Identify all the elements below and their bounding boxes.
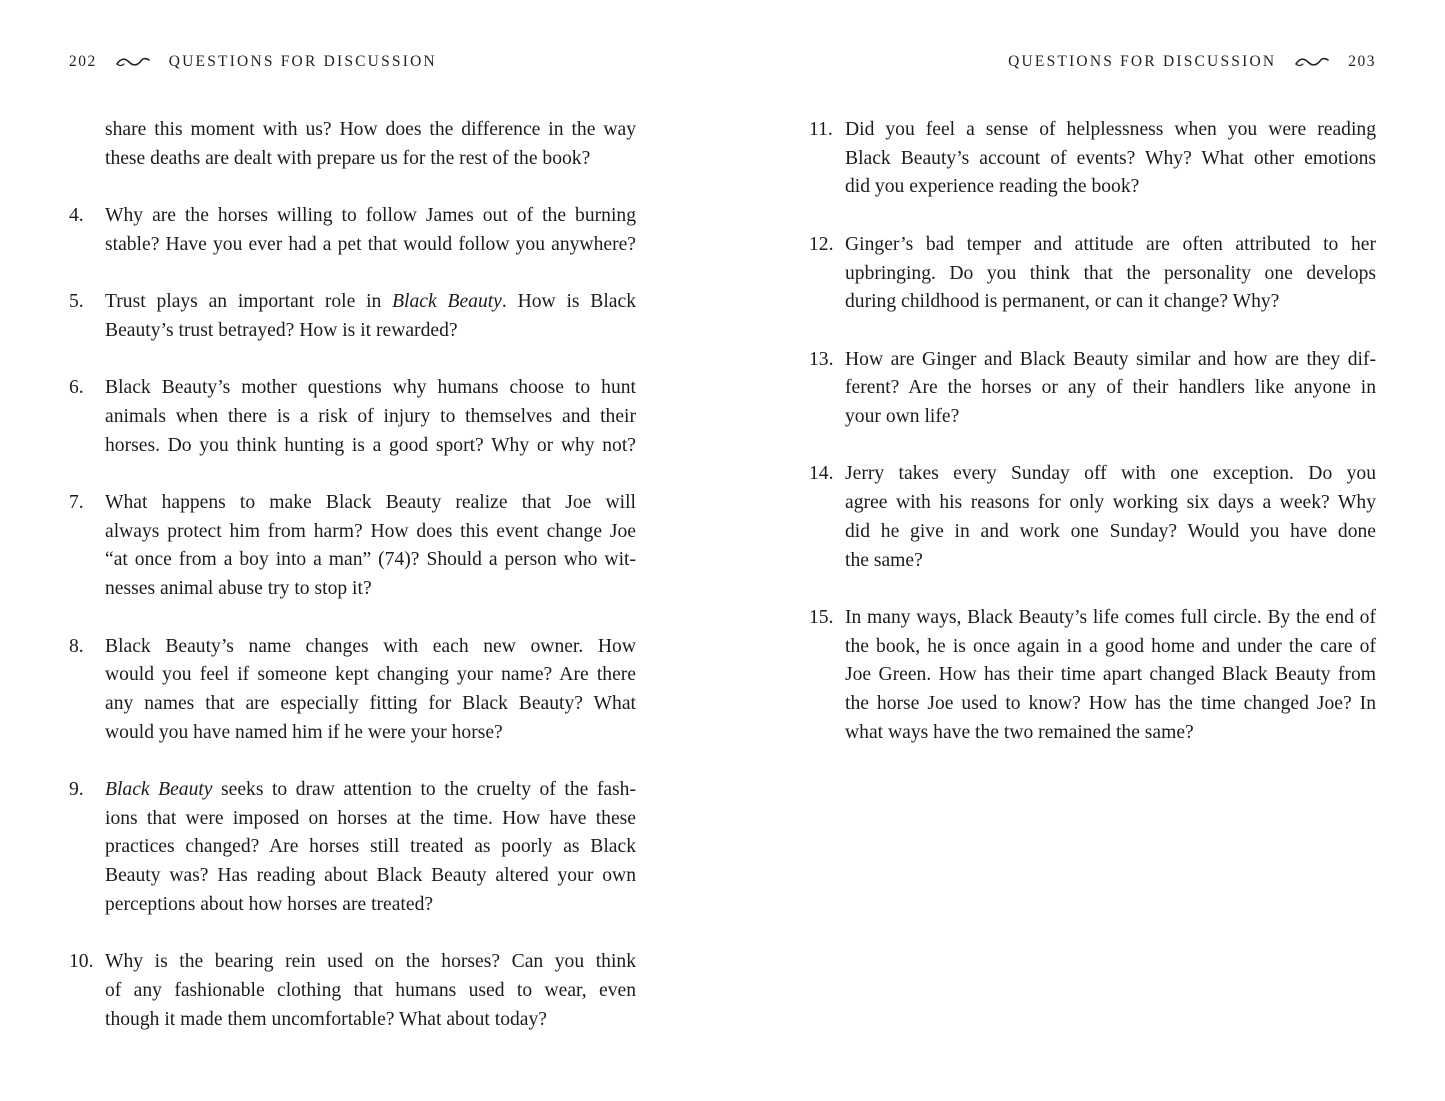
text-line: Why are the horses willing to follow James out of the burning [105, 205, 636, 227]
text-line: did you experience reading the book? [845, 176, 1140, 198]
question-number: 6. [69, 377, 84, 399]
question-11 [809, 116, 1376, 202]
text-line: How are Ginger and Black Beauty similar and how are they dif- [845, 348, 1376, 370]
text-line: ions that were imposed on horses at the time. How have these [105, 807, 636, 829]
left-running-head [69, 50, 437, 74]
right-running-head-title: QUESTIONS FOR DISCUSSION [1008, 53, 1277, 70]
question-10 [69, 948, 636, 1034]
swash-ornament-icon [1294, 55, 1330, 69]
text-run: . How is Black [501, 291, 636, 313]
text-line: would you feel if someone kept changing your name? Are there [105, 664, 636, 686]
book-title-italic: Black Beauty [392, 291, 502, 313]
question-number: 5. [69, 291, 84, 313]
text-line: perceptions about how horses are treated? [105, 893, 434, 915]
text-line [105, 288, 636, 317]
question-number: 10. [69, 951, 94, 973]
text-line: Black Beauty’s mother questions why humans choose to hunt [105, 377, 636, 399]
text-line: stable? Have you ever had a pet that would follow you anywhere? [105, 233, 636, 255]
text-line: Did you feel a sense of helplessness when you were reading [845, 119, 1376, 140]
book-title-italic: Black Beauty [105, 779, 213, 801]
right-text-block [809, 116, 1376, 747]
text-run: Trust plays an important role in [105, 291, 393, 313]
text-line: In many ways, Black Beauty’s life comes full circle. By the end of [845, 606, 1376, 628]
text-line: agree with his reasons for only working six days a week? Why [845, 492, 1376, 514]
text-line: of any fashionable clothing that humans used to wear, even [105, 979, 636, 1001]
text-line: Black Beauty’s name changes with each new owner. How [105, 635, 636, 657]
left-running-head-title: QUESTIONS FOR DISCUSSION [168, 53, 437, 70]
text-line [105, 776, 636, 805]
question-number: 12. [809, 233, 834, 255]
question-8 [69, 633, 636, 748]
right-running-head [1008, 50, 1376, 74]
question-number: 14. [809, 463, 834, 485]
text-line: these deaths are dealt with prepare us for the rest of the book? [105, 147, 591, 169]
question-5 [69, 288, 636, 345]
question-number: 15. [809, 606, 834, 628]
text-line: what ways have the two remained the same? [845, 721, 1194, 743]
question-4 [69, 202, 636, 259]
question-6 [69, 374, 636, 460]
text-line: ferent? Are the horses or any of their handlers like anyone in [845, 377, 1376, 399]
text-line: upbringing. Do you think that the personality one develops [845, 262, 1376, 284]
text-line: did he give in and work one Sunday? Would you have done [845, 520, 1376, 542]
text-line: the same? [845, 549, 923, 571]
question-number: 9. [69, 779, 84, 801]
text-line: nesses animal abuse try to stop it? [105, 578, 372, 600]
text-line: your own life? [845, 406, 960, 427]
text-line: the book, he is once again in a good home and under the care of [845, 635, 1376, 657]
text-run: seeks to draw attention to the cruelty of the fash- [212, 779, 636, 801]
question-9 [69, 776, 636, 920]
text-line: Jerry takes every Sunday off with one exception. Do you [845, 463, 1376, 485]
text-line: share this moment with us? How does the difference in the way [105, 119, 636, 140]
left-page [0, 0, 722, 1101]
text-line: during childhood is permanent, or can it change? Why? [845, 291, 1280, 313]
text-line: What happens to make Black Beauty realize that Joe will [105, 492, 636, 514]
text-line: Ginger’s bad temper and attitude are often attributed to her [845, 233, 1376, 255]
text-line: though it made them uncomfortable? What about today? [105, 1008, 547, 1030]
text-line: would you have named him if he were your horse? [105, 721, 503, 743]
question-number: 11. [809, 119, 833, 140]
question-number: 4. [69, 205, 84, 227]
text-line: Joe Green. How has their time apart changed Black Beauty from [845, 664, 1376, 686]
question-number: 13. [809, 348, 834, 370]
question-7 [69, 489, 636, 604]
text-line: the horse Joe used to know? How has the time changed Joe? In [845, 693, 1376, 714]
question-number: 7. [69, 492, 84, 514]
question-number: 8. [69, 635, 84, 657]
text-line: Black Beauty’s account of events? Why? What other emotions [845, 147, 1376, 169]
text-line: “at once from a boy into a man” (74)? Should a person who wit- [105, 549, 636, 571]
question-14 [809, 460, 1376, 575]
swash-ornament-icon [115, 55, 151, 69]
left-text-block [69, 116, 636, 1034]
text-line: Beauty was? Has reading about Black Beauty altered your own [105, 865, 636, 887]
question-12 [809, 231, 1376, 317]
question-13 [809, 346, 1376, 432]
right-page-number: 203 [1348, 53, 1376, 70]
text-line: Beauty’s trust betrayed? How is it rewarded? [105, 319, 458, 341]
right-page [722, 0, 1445, 1101]
text-line: Why is the bearing rein used on the horses? Can you think [105, 951, 636, 973]
text-line: animals when there is a risk of injury to themselves and their [105, 405, 636, 427]
text-line: practices changed? Are horses still treated as poorly as Black [105, 836, 636, 858]
text-line: any names that are especially fitting for Black Beauty? What [105, 692, 636, 714]
continued-question-3 [105, 116, 636, 173]
question-15 [809, 604, 1376, 748]
text-line: horses. Do you think hunting is a good sport? Why or why not? [105, 434, 636, 456]
text-line: always protect him from harm? How does this event change Joe [105, 520, 636, 542]
left-page-number: 202 [69, 53, 97, 70]
